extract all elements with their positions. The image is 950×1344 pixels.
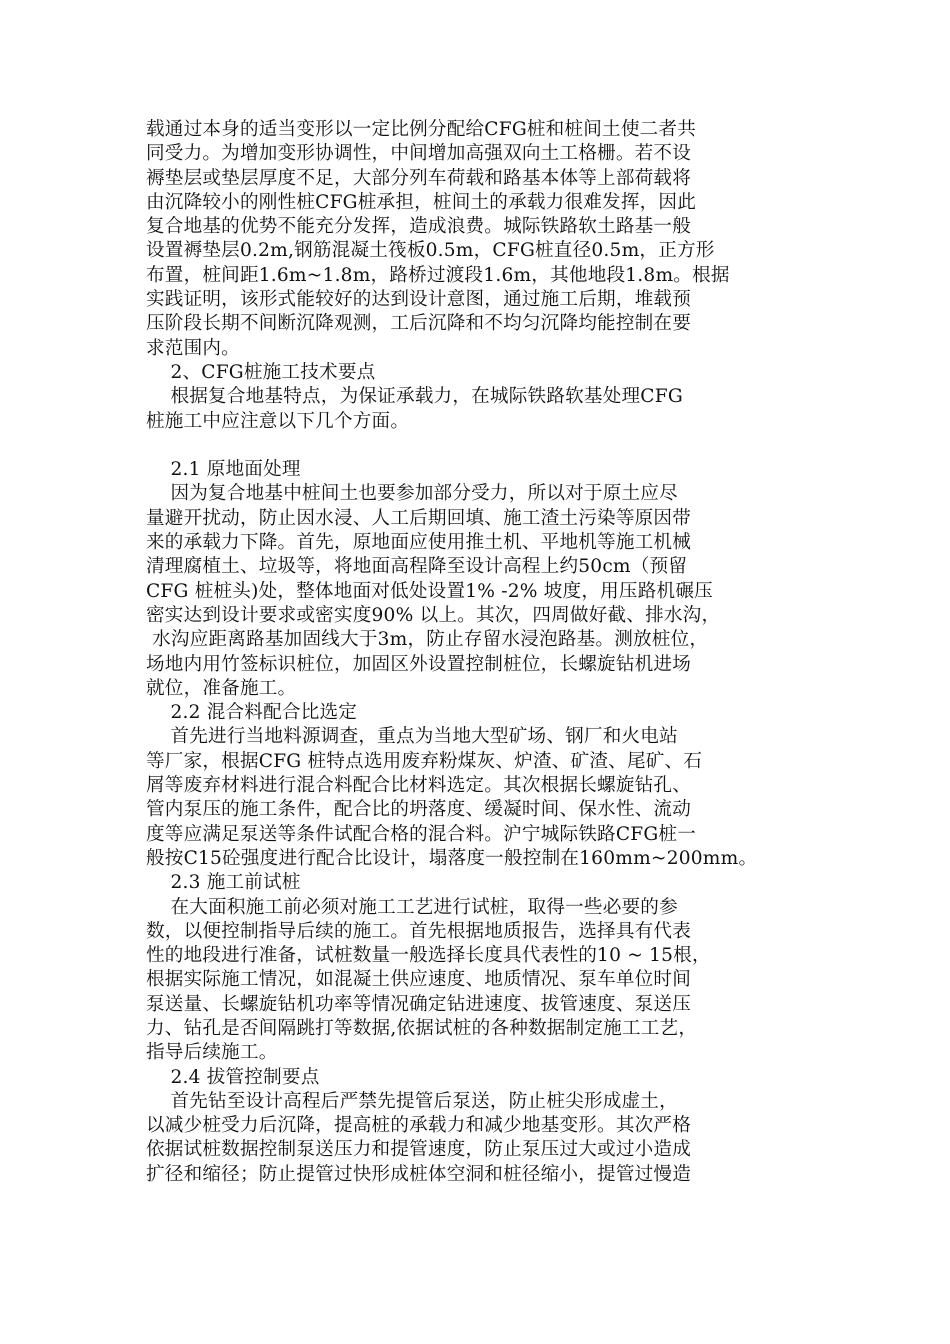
text-line: 以减少桩受力后沉降，提高桩的承载力和减少地基变形。其次严格 xyxy=(146,1115,692,1137)
text-line: 等厂家，根据CFG 桩特点选用废弃粉煤灰、炉渣、矿渣、尾矿、石 xyxy=(146,750,703,772)
text-line: 布置，桩间距1.6m~1.8m，路桥过渡段1.6m，其他地段1.8m。根据 xyxy=(146,264,730,286)
text-line: 2、CFG桩施工技术要点 xyxy=(146,361,376,383)
text-line: 性的地段进行准备，试桩数量一般选择长度具代表性的10 ~ 15根， xyxy=(146,945,711,967)
text-line: 清理腐植土、垃圾等，将地面高程降至设计高程上约50cm（预留 xyxy=(146,556,688,578)
document-body xyxy=(146,118,811,1187)
text-line xyxy=(146,434,811,458)
text-line: 桩施工中应注意以下几个方面。 xyxy=(146,410,410,432)
text-line: 首先钻至设计高程后严禁先提管后泵送，防止桩尖形成虚土， xyxy=(146,1090,678,1112)
text-line: 根据复合地基特点，为保证承载力，在城际铁路软基处理CFG xyxy=(146,386,683,408)
text-line: 2.2 混合料配合比选定 xyxy=(146,702,358,724)
text-line: 2.4 拔管控制要点 xyxy=(146,1066,320,1088)
text-line: 来的承载力下降。首先，原地面应使用推土机、平地机等施工机械 xyxy=(146,532,692,554)
text-line: CFG 桩桩头)处，整体地面对低处设置1% -2% 坡度，用压路机碾压 xyxy=(146,580,713,602)
text-line: 水沟应距离路基加固线大于3m，防止存留水浸泡路基。测放桩位， xyxy=(146,629,709,651)
text-line: 载通过本身的适当变形以一定比例分配给CFG桩和桩间土使二者共 xyxy=(146,119,697,140)
text-line: 力、钻孔是否间隔跳打等数据,依据试桩的各种数据制定施工工艺， xyxy=(146,1017,698,1039)
text-line: 首先进行当地料源调查，重点为当地大型矿场、钢厂和火电站 xyxy=(146,726,678,748)
text-line: 由沉降较小的刚性桩CFG桩承担，桩间土的承载力很难发挥，因此 xyxy=(146,191,697,213)
text-line: 数，以便控制指导后续的施工。首先根据地质报告，选择具有代表 xyxy=(146,920,692,942)
text-line: 复合地基的优势不能充分发挥，造成浪费。城际铁路软土路基一般 xyxy=(146,216,692,238)
text-line: 就位，准备施工。 xyxy=(146,677,297,699)
text-line: 设置褥垫层0.2m,钢筋混凝土筏板0.5m，CFG桩直径0.5m，正方形 xyxy=(146,240,715,262)
text-line: 根据实际施工情况，如混凝土供应速度、地质情况、泵车单位时间 xyxy=(146,969,692,991)
text-line: 场地内用竹签标识桩位，加固区外设置控制桩位，长螺旋钻机进场 xyxy=(146,653,692,675)
text-line: 求范围内。 xyxy=(146,337,240,359)
text-line: 指导后续施工。 xyxy=(146,1042,278,1064)
text-line: 管内泵压的施工条件，配合比的坍落度、缓凝时间、保水性、流动 xyxy=(146,799,692,821)
text-line: 般按C15砼强度进行配合比设计，塌落度一般控制在160mm~200mm。 xyxy=(146,847,758,869)
text-line: 密实达到设计要求或密实度90% 以上。其次，四周做好截、排水沟， xyxy=(146,604,721,626)
text-line: 在大面积施工前必须对施工工艺进行试桩，取得一些必要的参 xyxy=(146,896,678,918)
text-line: 度等应满足泵送等条件试配合格的混合料。沪宁城际铁路CFG桩一 xyxy=(146,823,697,845)
text-line: 泵送量、长螺旋钻机功率等情况确定钻进速度、拔管速度、泵送压 xyxy=(146,993,692,1015)
text-line: 量避开扰动，防止因水浸、人工后期回填、施工渣土污染等原因带 xyxy=(146,507,692,529)
text-line: 2.3 施工前试桩 xyxy=(146,872,301,894)
text-line: 同受力。为增加变形协调性，中间增加高强双向土工格栅。若不设 xyxy=(146,143,692,165)
text-line: 扩径和缩径；防止提管过快形成桩体空洞和桩径缩小，提管过慢造 xyxy=(146,1163,692,1185)
text-line: 压阶段长期不间断沉降观测，工后沉降和不均匀沉降均能控制在要 xyxy=(146,313,692,335)
text-line: 依据试桩数据控制泵送压力和提管速度，防止泵压过大或过小造成 xyxy=(146,1139,692,1161)
text-line: 屑等废弃材料进行混合料配合比材料选定。其次根据长螺旋钻孔、 xyxy=(146,775,692,797)
text-line: 实践证明，该形式能较好的达到设计意图，通过施工后期，堆载预 xyxy=(146,289,692,311)
text-line: 2.1 原地面处理 xyxy=(146,459,301,481)
text-line: 褥垫层或垫层厚度不足，大部分列车荷载和路基本体等上部荷载将 xyxy=(146,167,692,189)
text-line: 因为复合地基中桩间土也要参加部分受力，所以对于原土应尽 xyxy=(146,483,678,505)
